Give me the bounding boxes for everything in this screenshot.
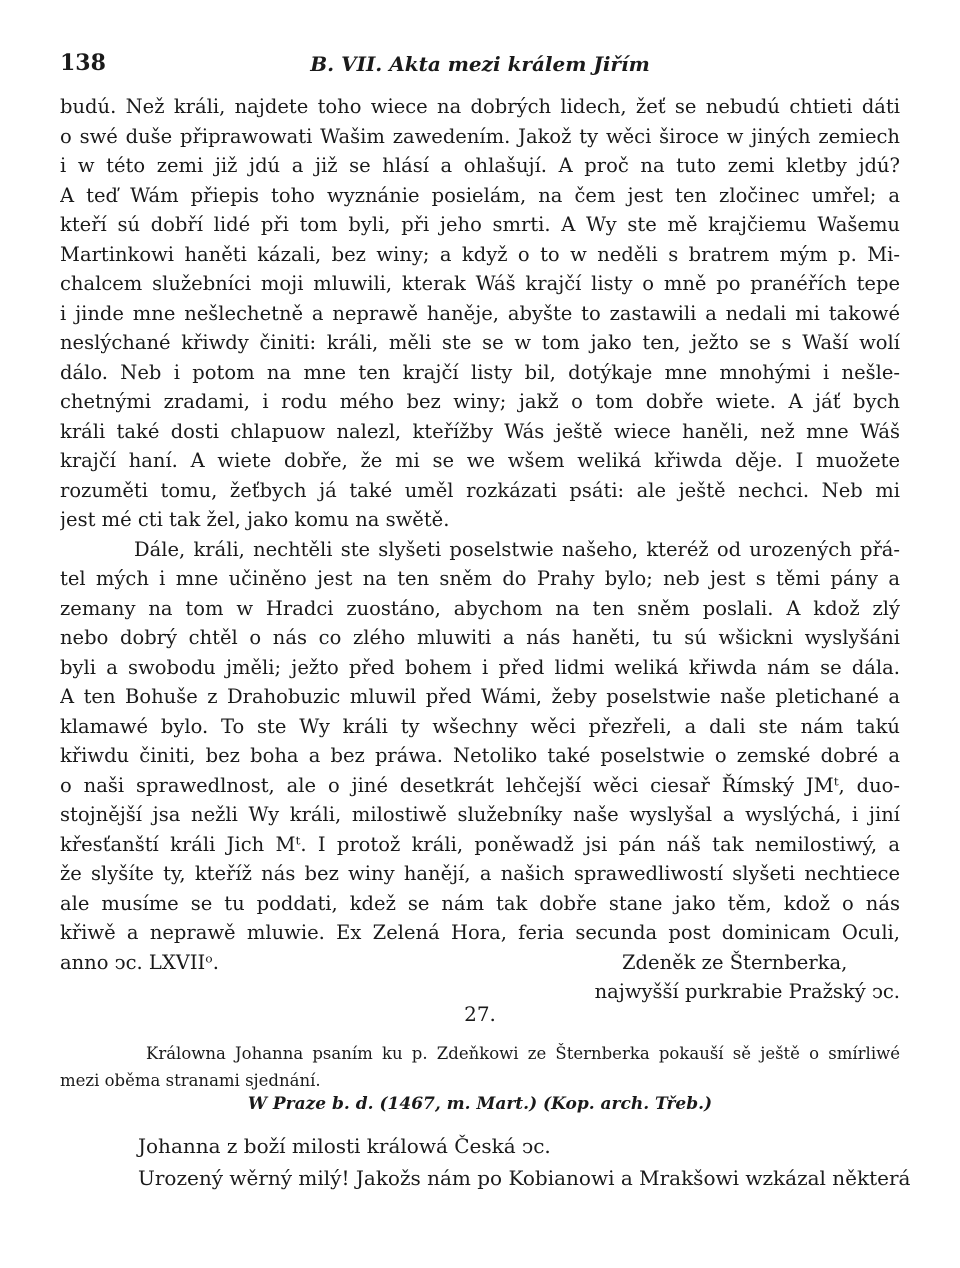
text-line: neslýchané křiwdy činiti: králi, měli ste se w tom jako ten, ježto se s Waší wolí (60, 331, 900, 354)
text-line: dálo. Neb i potom na mne ten krajčí listy bil, dotýkaje mne mnohými i nešle- (60, 360, 900, 384)
text-line: i w této zemi již jdú a již se hlásí a ohlašují. A proč na tuto zemi kletby jdú? (60, 154, 900, 177)
text-line: nebo dobrý chtěl o nás co zlého mluwiti a nás haněti, tu sú wšickni wyslyšáni (60, 626, 900, 649)
text-line: tel mých i mne učiněno jest na ten sněm do Prahy bylo; neb jest s těmi pány a (60, 567, 900, 590)
text-line: kteří sú dobří lidé při tom byli, při jeho smrti. A Wy ste mě krajčiemu Wašemu (60, 213, 900, 236)
page-header (60, 50, 900, 86)
text-line: křiwdu činiti, bez boha a bez práwa. Netoliko také poselstwie o zemské dobré a (60, 744, 900, 767)
text-line: zemany na tom w Hradci zuostáno, abychom na ten sněm poslali. A kdož zlý (60, 596, 900, 620)
summary-line: Králowna Johanna psaním ku p. Zdeňkowi ze Šternberka pokauší sě ještě o smírliwé (146, 1044, 900, 1063)
signatory-title: najwyšší purkrabie Pražský ↄc. (594, 980, 900, 1003)
text-line: A teď Wám přiepis toho wyznánie posielám, na čem jest ten zločinec umřel; a (60, 183, 900, 207)
signature-row (60, 948, 900, 978)
text-line: i jinde mne nešlechetně a neprawě haněje, abyšte to zastawili a nedali mi takowé (60, 301, 900, 325)
main-text (60, 92, 900, 1007)
text-line: stojnější jsa nežli Wy králi, milostiwě služebníky naše wyslyšal a wyslýchá, i jiní (60, 803, 900, 826)
text-line: A ten Bohuše z Drahobuzic mluwil před Wámi, žeby poselstwie naše pletichané a (60, 685, 900, 708)
text-line: budú. Než králi, najdete toho wiece na dobrých lidech, žeť se nebudú chtieti dáti (60, 95, 900, 118)
text-line: klamawé bylo. To ste Wy králi ty wšechny wěci přezřeli, a dali ste nám takú (60, 714, 900, 738)
document-number: 27. (464, 1002, 496, 1026)
text-line: jest mé cti tak žel, jako komu na swětě. (60, 508, 450, 531)
text-line: krajčí haní. A wiete dobře, že mi se we wšem weliká křiwda děje. I muožete (60, 449, 900, 472)
text-line: Martinkowi haněti kázali, bez winy; a když o to w neděli s bratrem mým p. Mi- (60, 242, 900, 266)
page-number: 138 (60, 50, 106, 76)
paragraph-start-line: Dále, králi, nechtěli ste slyšeti poselstwie našeho, kteréž od urozených přá- (134, 537, 900, 561)
text-line: o naši sprawedlnost, ale o jiné desetkrát lehčejší wěci ciesař Římský JMᵗ, duo- (60, 773, 900, 797)
text-line: chetnými zradami, i rodu mého bez winy; jakž o tom dobře wiete. A jáť bych (60, 390, 900, 413)
date-line: anno ↄc. LXVIIᵒ. (60, 950, 219, 974)
text-line: chalcem služebníci moji mluwili, kterak Wáš krajčí listy o mně po pranéřích tepe (60, 272, 900, 295)
text-line: že slyšíte ty, kteříž nás bez winy hanějí, a našich sprawedliwostí slyšeti nechtiece (60, 862, 900, 885)
text-line: křesťanští králi Jich Mᵗ. I protož králi, poněwadž jsi pán náš tak nemilostiwý, a (60, 832, 900, 856)
summary-line: mezi oběma stranami sjednání. (60, 1071, 321, 1090)
text-line: králi také dosti chlapuow nalezl, kteřížby Wás ještě wiece haněli, než mne Wáš (60, 419, 900, 443)
text-line: byli a swobodu jměli; ježto před bohem i před lidmi weliká křiwda nám se dála. (60, 655, 900, 679)
letter-line: Urozený wěrný milý! Jakožs nám po Kobianowi a Mrakšowi wzkázal některá (138, 1166, 911, 1190)
text-line: o swé duše připrawowati Wašim zawedením. Jakož ty wěci široce w jiných zemiech (60, 124, 900, 148)
letter-opening (138, 1130, 911, 1194)
text-line: ale musíme se tu poddati, kdež se nám tak dobře stane jako těm, kdož o nás (60, 891, 900, 915)
running-title: B. VII. Akta mezi králem Jiřím (310, 52, 650, 76)
signatory-name: Zdeněk ze Šternberka, (622, 950, 848, 974)
letter-salutation: Johanna z boží milosti králowá Česká ↄc. (138, 1134, 551, 1158)
text-line: rozuměti tomu, žeťbych já také uměl rozkázati psáti: ale ještě nechci. Neb mi (60, 478, 900, 502)
text-line: křiwě a neprawě mluwie. Ex Zelená Hora, feria secunda post dominicam Oculi, (60, 921, 900, 944)
document-summary (60, 1040, 900, 1094)
source-citation: W Praze b. d. (1467, m. Mart.) (Kop. arch. Třeb.) (247, 1094, 713, 1114)
